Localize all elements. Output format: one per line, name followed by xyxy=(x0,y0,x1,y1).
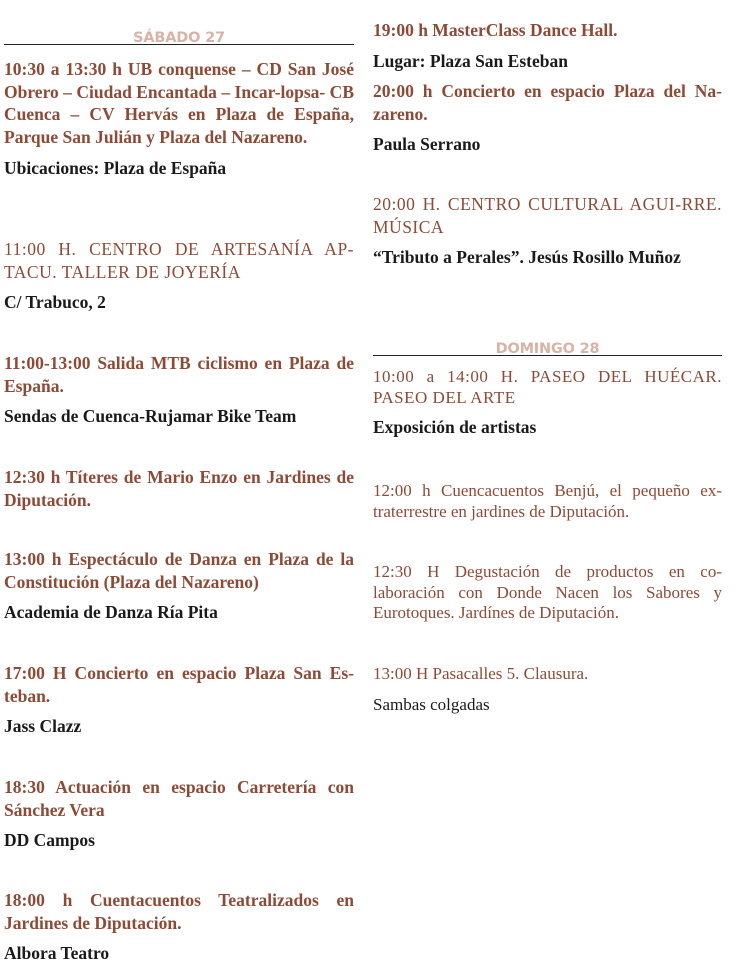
event-item xyxy=(373,367,722,438)
event-item xyxy=(4,352,354,427)
event-title: 20:00 h Concierto en espacio Plaza del Na-zareno. xyxy=(373,81,722,124)
event-item xyxy=(373,19,722,72)
event-item xyxy=(373,80,722,155)
event-item xyxy=(4,238,354,313)
event-item xyxy=(373,481,722,522)
event-location: Lugar: Plaza San Esteban xyxy=(373,50,568,71)
event-item xyxy=(4,776,354,851)
event-title: 20:00 H. CENTRO CULTURAL AGUI-RRE. MÚSICA xyxy=(373,194,722,237)
day-header-label: SÁBADO 27 xyxy=(133,30,225,46)
event-item xyxy=(4,58,354,179)
event-title: 18:30 Actuación en espacio Carretería con Sánchez Vera xyxy=(4,777,354,820)
event-title: 11:00-13:00 Salida MTB ciclismo en Plaza de España. xyxy=(4,353,354,396)
day-header-label: DOMINGO 28 xyxy=(495,341,600,357)
day-header-saturday xyxy=(4,24,354,45)
event-item xyxy=(4,662,354,737)
event-performer: Paula Serrano xyxy=(373,134,481,155)
event-item xyxy=(4,548,354,623)
event-performer: Albora Teatro xyxy=(4,943,110,964)
event-item xyxy=(373,193,722,268)
event-title: 19:00 h MasterClass Dance Hall. xyxy=(373,20,618,40)
event-item xyxy=(4,889,354,964)
event-item xyxy=(4,466,354,511)
event-title: 12:30 h Títeres de Mario Enzo en Jardines de Diputación. xyxy=(4,467,354,510)
event-item xyxy=(373,562,722,624)
event-performer: Sendas de Cuenca-Rujamar Bike Team xyxy=(4,406,297,427)
event-performer: Sambas colgadas xyxy=(373,694,490,714)
event-title: 12:00 h Cuencacuentos Benjú, el pequeño ex-traterrestre en jardines de Diputación. xyxy=(373,481,722,521)
event-location: Ubicaciones: Plaza de España xyxy=(4,157,227,178)
event-title: 13:00 H Pasacalles 5. Clausura. xyxy=(373,664,589,683)
event-location: C/ Trabuco, 2 xyxy=(4,292,106,313)
event-title: 10:00 a 14:00 H. PASEO DEL HUÉCAR. PASEO DEL ARTE xyxy=(373,367,722,407)
event-title: 10:30 a 13:30 h UB conquense – CD San José Obrero – Ciudad Encantada – Incar-lopsa- CB Cuenca – CV Hervás en Plaza de España, Parque San Julián y Plaza del Nazareno. xyxy=(4,59,354,148)
event-item xyxy=(373,664,722,716)
event-title: 11:00 H. CENTRO DE ARTESANÍA AP-TACU. TALLER DE JOYERÍA xyxy=(4,239,354,282)
event-performer: Academia de Danza Ría Pita xyxy=(4,602,218,623)
event-title: 12:30 H Degustación de productos en co-laboración con Donde Nacen los Sabores y Eurotoques. Jardínes de Diputación. xyxy=(373,562,722,622)
event-performer: “Tributo a Perales”. Jesús Rosillo Muñoz xyxy=(373,247,681,268)
event-performer: DD Campos xyxy=(4,830,95,851)
event-performer: Jass Clazz xyxy=(4,716,82,737)
event-title: 17:00 H Concierto en espacio Plaza San Es-teban. xyxy=(4,663,354,706)
event-title: 18:00 h Cuentacuentos Teatralizados en Jardines de Diputación. xyxy=(4,890,354,933)
event-location: Exposición de artistas xyxy=(373,417,537,437)
event-title: 13:00 h Espectáculo de Danza en Plaza de la Constitución (Plaza del Nazareno) xyxy=(4,549,354,592)
day-header-sunday xyxy=(373,335,722,356)
